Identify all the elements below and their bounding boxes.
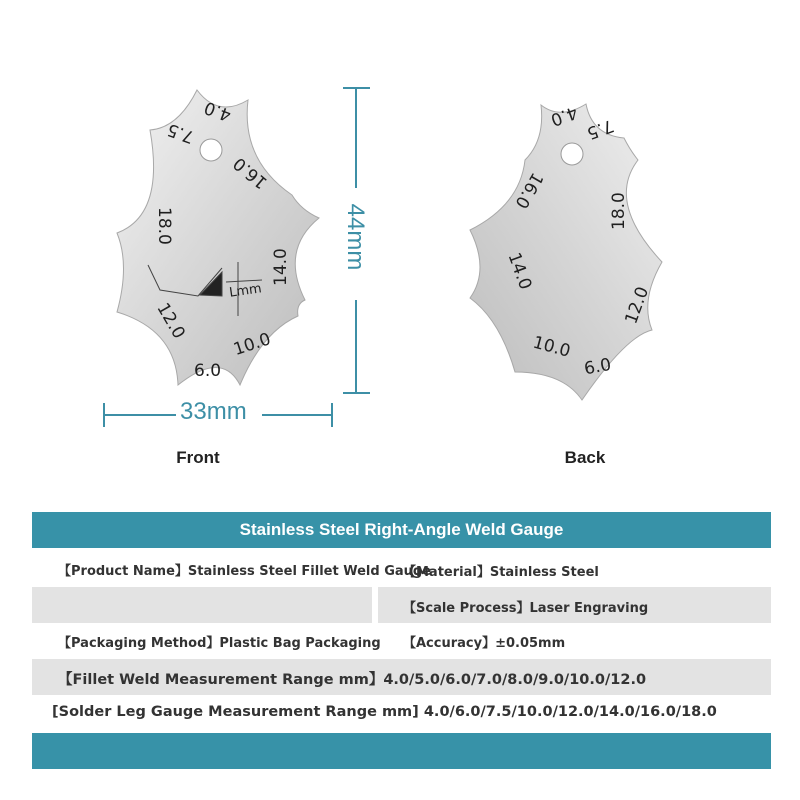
back-gauge-plate	[470, 102, 662, 400]
back-hang-hole	[561, 143, 583, 165]
front-caption: Front	[176, 448, 220, 467]
back-num-14-0: 14.0	[503, 250, 536, 293]
spec-product-name: 【Product Name】Stainless Steel Fillet Weld Gauge	[58, 564, 432, 579]
back-num-7-5: 7.5	[583, 114, 617, 143]
front-num-12-0: 12.0	[152, 299, 189, 343]
spec-fillet-range: 【Fillet Weld Measurement Range mm】4.0/5.0/6.0/7.0/8.0/9.0/10.0/12.0	[58, 672, 647, 688]
front-num-4-0: 4.0	[201, 96, 234, 125]
spec-scale-process: 【Scale Process】Laser Engraving	[403, 601, 649, 616]
spec-packaging: 【Packaging Method】Plastic Bag Packaging	[58, 636, 381, 651]
back-num-18-0: 18.0	[609, 192, 629, 230]
height-dimension-label: 44mm	[342, 203, 369, 271]
spec-accuracy: 【Accuracy】±0.05mm	[403, 636, 566, 651]
footer-bar	[32, 733, 771, 769]
spec-title: Stainless Steel Right-Angle Weld Gauge	[239, 520, 564, 539]
front-num-10-0: 10.0	[231, 329, 274, 361]
spec-title-bar	[32, 512, 771, 548]
front-gauge-plate	[117, 90, 319, 385]
spec-band-left	[32, 587, 372, 623]
back-num-6-0: 6.0	[582, 354, 613, 380]
spec-material: 【Material】Stainless Steel	[403, 565, 599, 580]
front-num-6-0: 6.0	[194, 361, 222, 381]
front-num-14-0: 14.0	[271, 248, 291, 286]
front-lmm-marking: Lmm	[228, 281, 263, 301]
width-dimension-label: 33mm	[180, 398, 247, 425]
back-caption: Back	[564, 448, 606, 467]
front-hang-hole	[200, 139, 222, 161]
front-num-7-5: 7.5	[164, 118, 197, 147]
spec-leg-range: [Solder Leg Gauge Measurement Range mm] 4.0/6.0/7.5/10.0/12.0/14.0/16.0/18.0	[52, 704, 717, 720]
back-num-12-0: 12.0	[621, 284, 654, 327]
back-num-16-0: 16.0	[510, 168, 547, 212]
back-num-10-0: 10.0	[530, 332, 573, 362]
back-num-4-0: 4.0	[547, 101, 581, 130]
front-num-16-0: 16.0	[229, 152, 272, 193]
front-num-18-0: 18.0	[154, 207, 174, 245]
